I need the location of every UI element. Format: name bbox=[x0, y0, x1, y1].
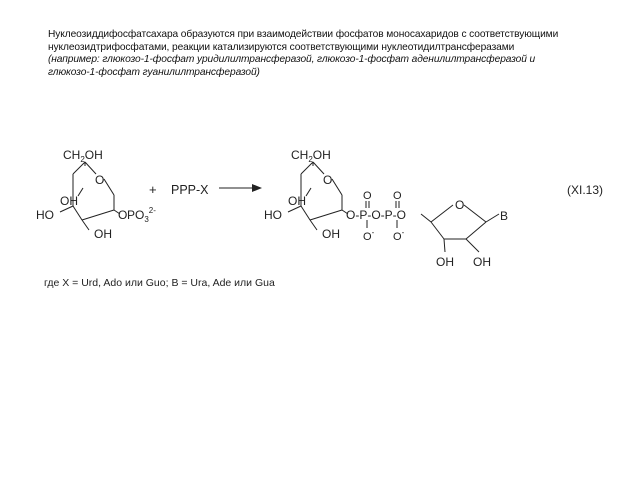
left-ring-oxygen: O bbox=[95, 173, 105, 187]
phosphate-oxo-1: O bbox=[363, 190, 372, 202]
intro-line-4: глюкозо-1-фосфат гуанилилтрансферазой) bbox=[48, 66, 260, 78]
product-oh-bottom: OH bbox=[322, 227, 340, 241]
plus-sign: + bbox=[149, 182, 157, 197]
ribose-ring-oxygen: O bbox=[455, 198, 465, 212]
phosphate-oxo-2: O bbox=[393, 190, 402, 202]
phosphate-o-minus-1: O- bbox=[363, 228, 375, 243]
left-oh-bottom: OH bbox=[94, 227, 112, 241]
arrow-head bbox=[252, 184, 262, 192]
diphosphate-chain: O-P-O-P-O bbox=[346, 208, 406, 222]
phosphate-o-minus-2: O- bbox=[393, 228, 405, 243]
intro-line-2: нуклеозидтрифосфатами, реакции катализируются соответствующими нуклеотидилтрансферазами bbox=[48, 41, 515, 53]
reagent-ppp-x: PPP-X bbox=[171, 183, 209, 197]
intro-line-3: (например: глюкозо-1-фосфат уридилилтрансферазой, глюкозо-1-фосфат аденилилтрансферазой и bbox=[48, 54, 536, 65]
equation-number: (XI.13) bbox=[567, 183, 604, 197]
intro-line-1: Нуклеозиддифосфатсахара образуются при взаимодействии фосфатов моносахаридов с соответствующими bbox=[48, 29, 559, 40]
left-oh-upper: OH bbox=[60, 194, 78, 208]
left-ho: HO bbox=[36, 208, 54, 222]
left-po3: $PO_3^{2-}$ bbox=[127, 206, 156, 224]
left-ch2oh: $CH_2OH$ bbox=[63, 148, 103, 164]
footnote: где X = Urd, Ado или Guo; B = Ura, Ade или Gua bbox=[44, 277, 275, 289]
product-oh-upper: OH bbox=[288, 194, 306, 208]
ribose-base: B bbox=[500, 209, 509, 223]
product-ring-oxygen: O bbox=[323, 173, 333, 187]
left-o-anomeric: O bbox=[118, 208, 128, 222]
product-ho: HO bbox=[264, 208, 282, 222]
ribose-oh-1: OH bbox=[436, 255, 454, 269]
product-ch2oh: $CH_2OH$ bbox=[291, 148, 331, 164]
ribose-oh-2: OH bbox=[473, 255, 491, 269]
